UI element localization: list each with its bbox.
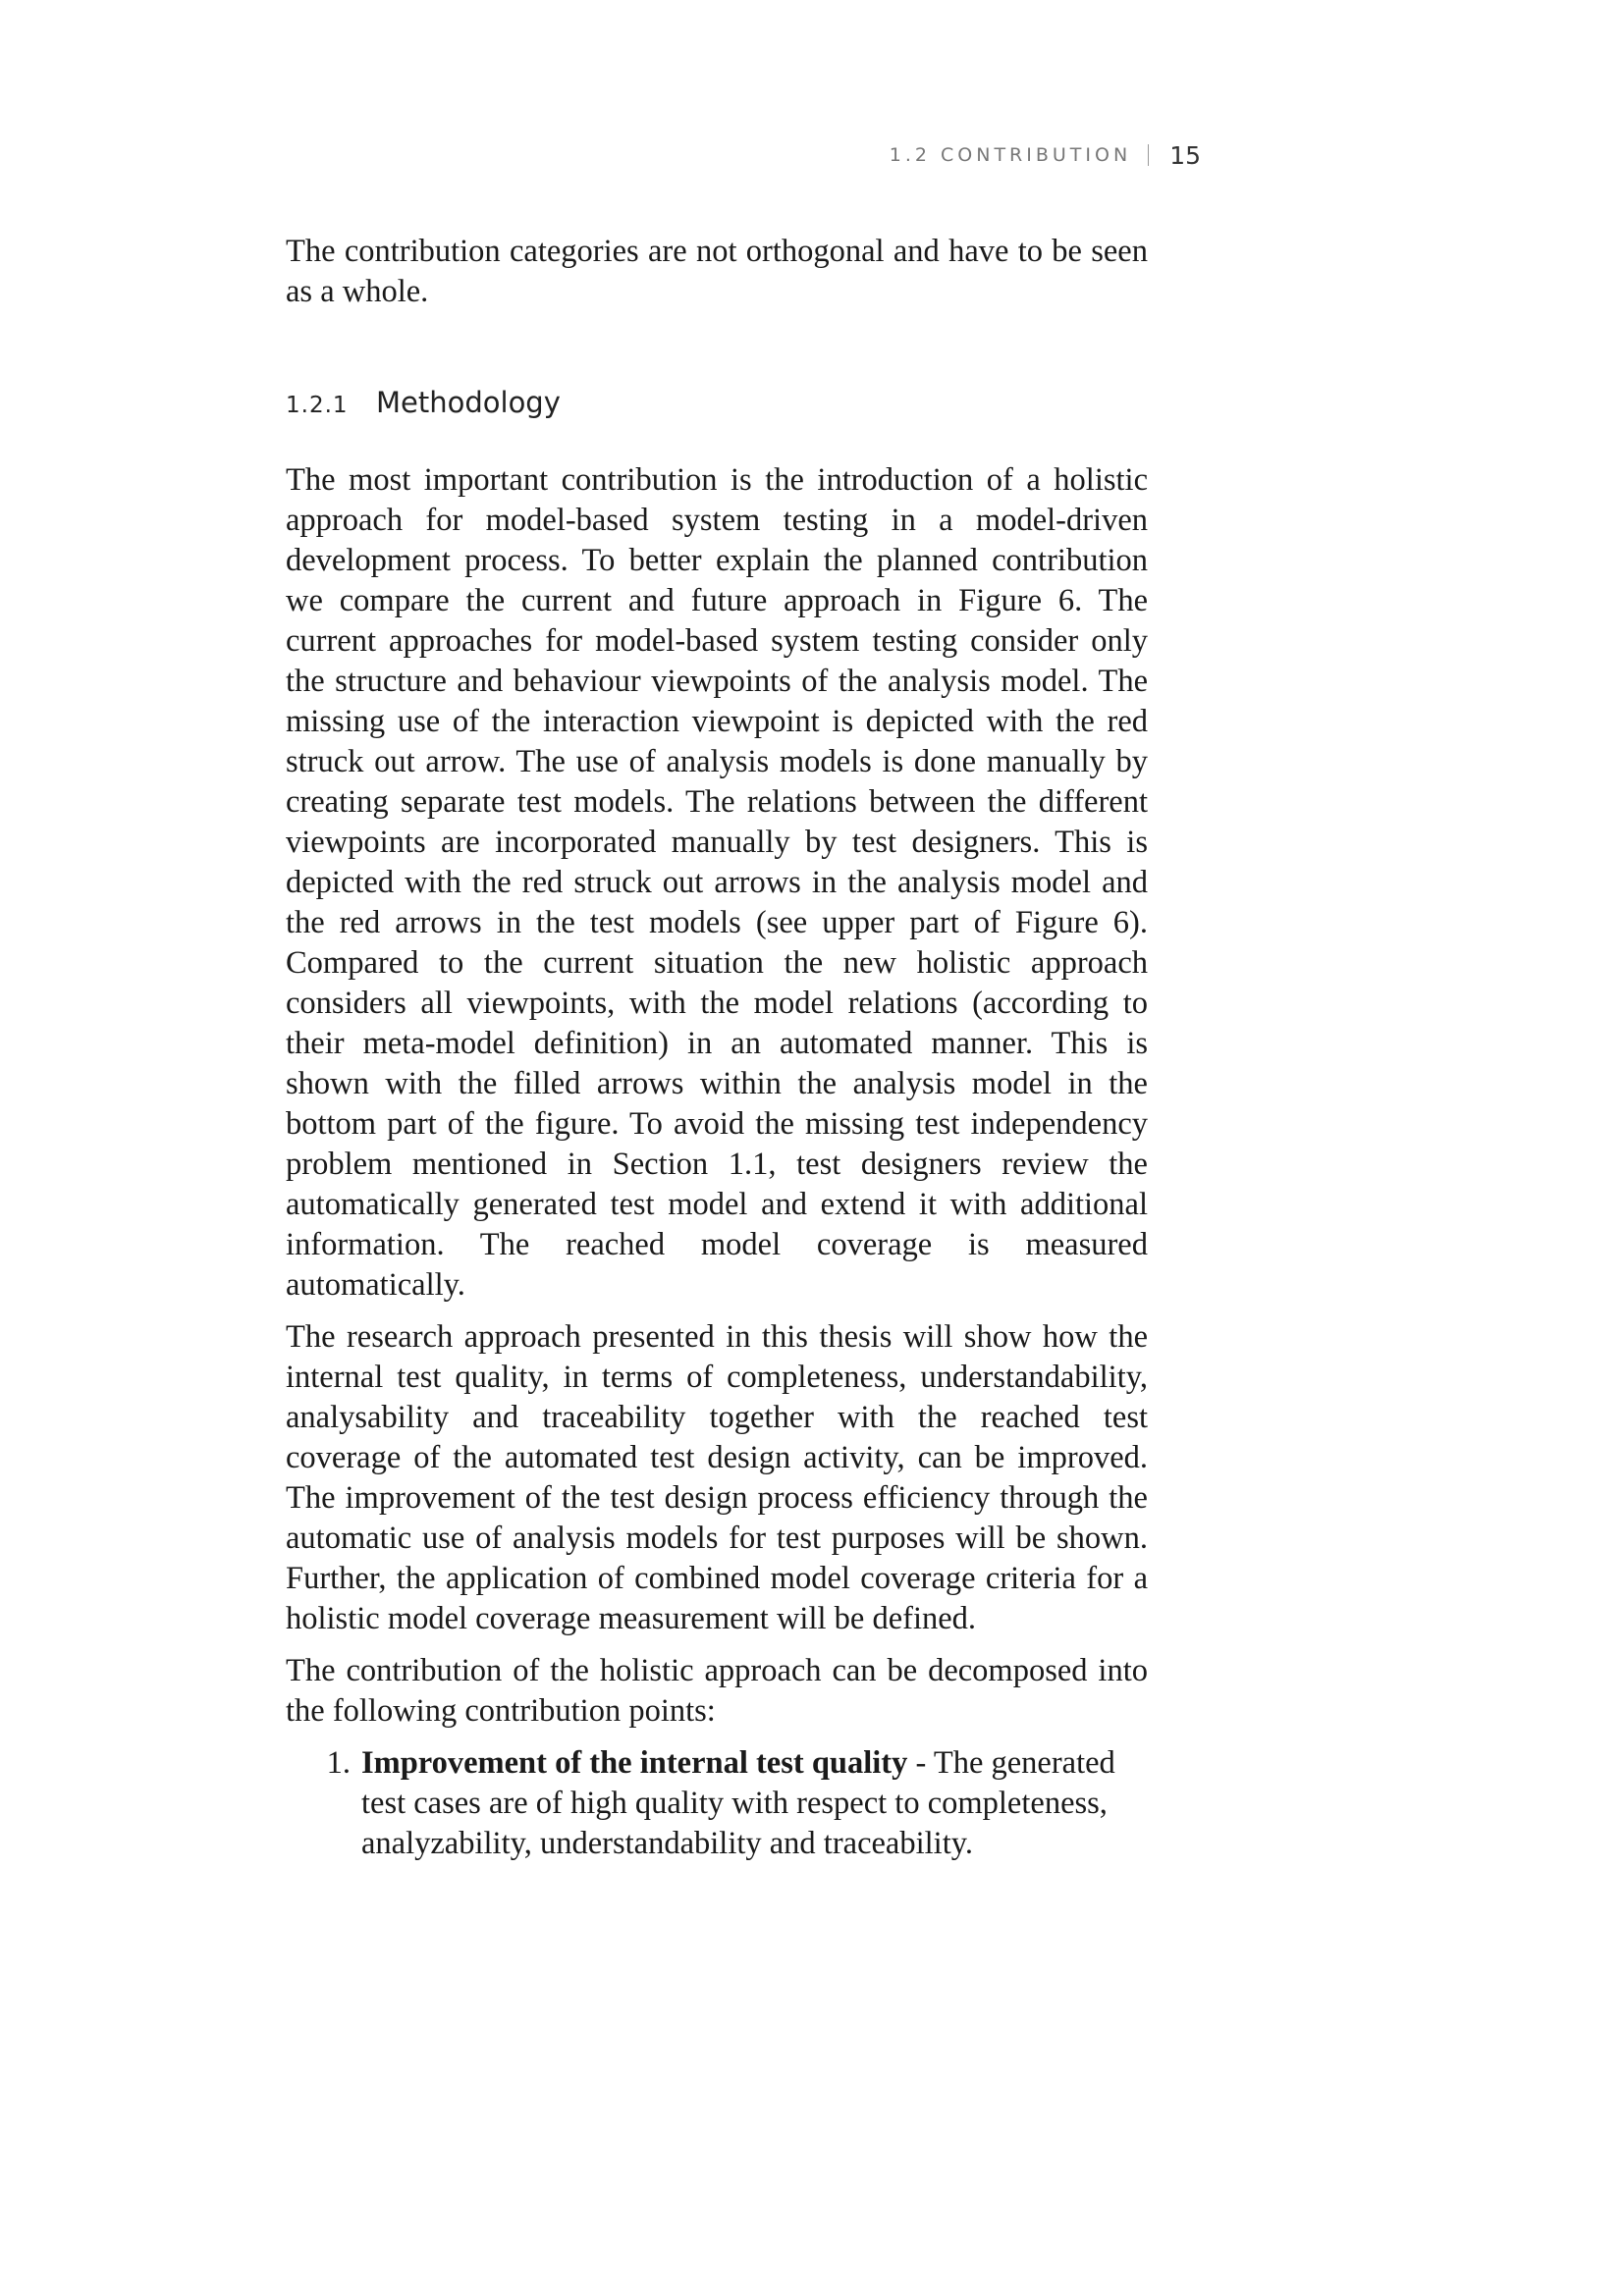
- subsection-heading: [286, 383, 1148, 423]
- list-item-number: 1.: [326, 1745, 351, 1781]
- list-item-text: - The generated test cases are of high quality with respect to completeness, analyzability, understandability and traceability.: [361, 1745, 1115, 1861]
- main-text: [286, 232, 1148, 1864]
- contribution-list: [286, 1743, 1148, 1864]
- paragraph-methodology: The most important contribution is the introduction of a holistic approach for model-based system testing in a model-driven development process. To better explain the planned contribution we compare the current and future approach in Figure 6. The current approaches for model-based system testing consider only the structure and behaviour viewpoints of the analysis model. The missing use of the interaction viewpoint is depicted with the red struck out arrow. The use of analysis models is done manually by creating separate test models. The relations between the different viewpoints are incorporated manually by test designers. This is depicted with the red struck out arrows in the analysis model and the red arrows in the test models (see upper part of Figure 6). Compared to the current situation the new holistic approach considers all viewpoints, with the model relations (according to their meta-model definition) in an automated manner. This is shown with the filled arrows within the analysis model in the bottom part of the figure. To avoid the missing test independency problem mentioned in Section 1.1, test designers review the automatically generated test model and extend it with additional information. The reached model coverage is measured automatically.: [286, 462, 1148, 1303]
- running-header-section: 1.2 CONTRIBUTION: [889, 144, 1132, 166]
- list-item-heading: Improvement of the internal test quality: [361, 1745, 908, 1781]
- page-number: 15: [1169, 140, 1201, 170]
- paragraph-contribution-points: The contribution of the holistic approach can be decomposed into the following contribution points:: [286, 1653, 1148, 1729]
- intro-paragraph: The contribution categories are not orthogonal and have to be seen as a whole.: [286, 234, 1148, 309]
- running-header: [877, 140, 1201, 170]
- subsection-number: 1.2.1: [286, 393, 349, 418]
- running-header-separator: [1148, 144, 1149, 166]
- list-item-body: [361, 1743, 1148, 1864]
- paragraph-research-approach: The research approach presented in this thesis will show how the internal test quality, in terms of completeness, understandability, analysability and traceability together with the reached test coverage of the automated test design activity, can be improved. The improvement of the test design process efficiency through the automatic use of analysis models for test purposes will be shown. Further, the application of combined model coverage criteria for a holistic model coverage measurement will be defined.: [286, 1319, 1148, 1636]
- list-item: [286, 1743, 1148, 1864]
- subsection-title: Methodology: [376, 386, 561, 419]
